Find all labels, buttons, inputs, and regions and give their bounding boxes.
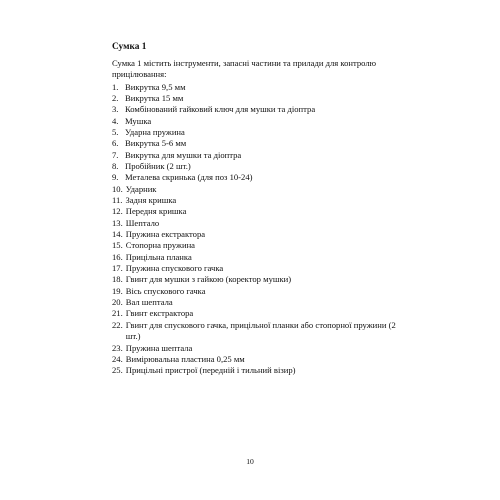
list-item-text: Гвинт для спускового гачка, прицільної планки або стопорної пружини (2 шт.) bbox=[125, 319, 396, 342]
list-item-text: Гвинт для мушки з гайкою (коректор мушки) bbox=[125, 274, 292, 285]
list-item-number: 9. bbox=[112, 172, 119, 183]
list-item bbox=[112, 229, 402, 240]
list-item-text: Пробійник (2 шт.) bbox=[125, 161, 191, 171]
list-item bbox=[112, 320, 402, 343]
list-item bbox=[112, 195, 402, 206]
list-item bbox=[112, 127, 402, 138]
list-item-number: 14. bbox=[112, 229, 123, 240]
list-item-text: Задня кришка bbox=[125, 195, 177, 206]
list-item-number: 25. bbox=[112, 365, 123, 376]
list-item bbox=[112, 252, 402, 263]
page-number: 10 bbox=[246, 457, 254, 466]
list-item bbox=[112, 161, 402, 172]
list-item-text: Передня кришка bbox=[125, 206, 187, 217]
list-item-number: 16. bbox=[112, 251, 123, 262]
list-item-text: Викрутка 5-6 мм bbox=[125, 138, 187, 149]
list-item-text: Прицільна планка bbox=[125, 251, 192, 262]
list-item-text: Ударник bbox=[125, 183, 157, 194]
list-item-text: Прицільні пристрої (передній і тильний візир) bbox=[125, 365, 296, 376]
list-item-text: Комбінований гайковий ключ для мушки та діоптра bbox=[125, 104, 316, 115]
list-item bbox=[112, 116, 402, 127]
list-item-text: Мушка bbox=[125, 115, 152, 126]
list-item-text: Викрутка для мушки та діоптра bbox=[125, 149, 242, 160]
list-item-number: 2. bbox=[112, 92, 119, 103]
list-item bbox=[112, 184, 402, 195]
list-item-number: 3. bbox=[112, 104, 119, 115]
list-item-text: Металева скринька (для поз 10-24) bbox=[125, 172, 253, 183]
list-item-number: 1. bbox=[112, 81, 119, 92]
list-item bbox=[112, 263, 402, 274]
list-item bbox=[112, 308, 402, 319]
list-item-number: 17. bbox=[112, 263, 123, 274]
list-item-number: 18. bbox=[112, 274, 123, 285]
list-item bbox=[112, 354, 402, 365]
list-item bbox=[112, 150, 402, 161]
list-item-text: Викрутка 9,5 мм bbox=[125, 81, 186, 92]
list-item-number: 13. bbox=[112, 217, 123, 228]
list-item-number: 22. bbox=[112, 319, 123, 330]
list-item-text: Викрутка 15 мм bbox=[125, 92, 184, 103]
item-list bbox=[112, 82, 402, 377]
list-item-number: 23. bbox=[112, 342, 123, 353]
list-item-text: Вал шептала bbox=[125, 297, 173, 308]
list-item-number: 12. bbox=[112, 206, 123, 217]
list-item-text: Шептало bbox=[125, 217, 160, 228]
list-item-number: 15. bbox=[112, 240, 123, 251]
list-item-number: 21. bbox=[112, 308, 123, 319]
list-item-text: Гвинт екстрактора bbox=[125, 308, 194, 319]
list-item bbox=[112, 82, 402, 93]
list-item-text: Пружина шептала bbox=[125, 342, 193, 353]
list-item bbox=[112, 218, 402, 229]
list-item bbox=[112, 172, 402, 183]
list-item-number: 19. bbox=[112, 285, 123, 296]
list-item-text: Ударна пружина bbox=[125, 126, 185, 137]
list-item bbox=[112, 286, 402, 297]
list-item bbox=[112, 343, 402, 354]
list-item bbox=[112, 104, 402, 115]
list-item bbox=[112, 365, 402, 376]
list-item-text: Вісь спускового гачка bbox=[125, 285, 206, 296]
list-item-number: 8. bbox=[112, 161, 119, 171]
list-item-number: 24. bbox=[112, 353, 123, 364]
section-heading: Сумка 1 bbox=[112, 42, 147, 52]
list-item-number: 5. bbox=[112, 126, 119, 137]
list-item-text: Пружина екстрактора bbox=[125, 229, 206, 240]
page-content bbox=[112, 41, 402, 377]
list-item bbox=[112, 138, 402, 149]
list-item bbox=[112, 274, 402, 285]
intro-paragraph: Сумка 1 містить інструменти, запасні частини та прилади для контролю прицілювання: bbox=[112, 58, 377, 80]
list-item-number: 6. bbox=[112, 138, 119, 149]
list-item-number: 7. bbox=[112, 149, 119, 160]
list-item-number: 4. bbox=[112, 115, 119, 126]
list-item bbox=[112, 240, 402, 251]
list-item-number: 11. bbox=[112, 195, 123, 206]
list-item bbox=[112, 93, 402, 104]
list-item-number: 20. bbox=[112, 297, 123, 308]
list-item bbox=[112, 297, 402, 308]
list-item-number: 10. bbox=[112, 183, 123, 194]
list-item-text: Пружина спускового гачка bbox=[125, 263, 224, 274]
list-item bbox=[112, 206, 402, 217]
list-item-text: Стопорна пружина bbox=[125, 240, 195, 251]
list-item-text: Вимірювальна пластина 0,25 мм bbox=[125, 353, 245, 364]
